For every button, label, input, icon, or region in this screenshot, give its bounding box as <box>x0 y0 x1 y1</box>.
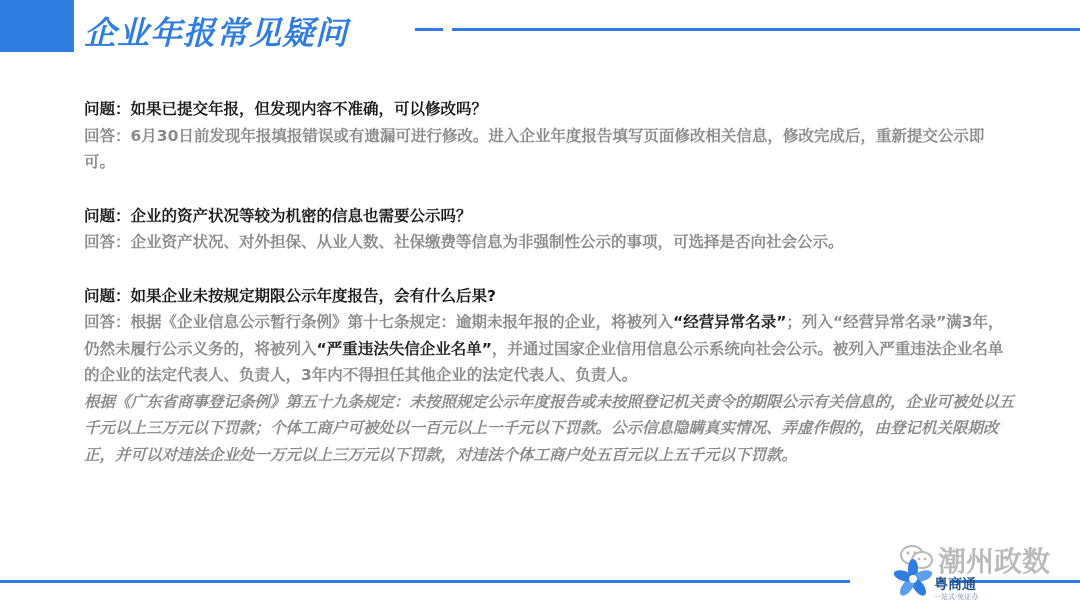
watermark <box>900 540 1080 602</box>
faq-item <box>84 283 1014 469</box>
faq-answer: 回答：6月30日前发现年报填报错误或有遗漏可进行修改。进入企业年度报告填写页面修改相关信息，修改完成后，重新提交公示即可。 <box>84 126 985 171</box>
faq-answer-text: ；列入“经营异常名录”满3年，仍然未履行公示义务的，将被列入 <box>84 313 1004 358</box>
logo-tagline: 一站式·免证办 <box>934 593 979 601</box>
title-accent-bar <box>0 0 74 52</box>
bottom-divider <box>0 580 850 583</box>
watermark-text: 潮州政数 <box>938 545 1051 578</box>
faq-answer-extra: 根据《广东省商事登记条例》第五十九条规定：未按照规定公示年度报告或未按照登记机关责令的期限公示有关信息的，企业可被处以五千元以上三万元以下罚款；个体工商户可被处以一百元以上一千元以下罚款。公示信息隐瞒真实情况、弄虚作假的，由登记机关限期改正，并可以对违法企业处一万元以上三万元以下罚款，对违法个体工商户处五百元以上五千元以下罚款。 <box>84 392 1015 464</box>
faq-answer: 回答：企业资产状况、对外担保、从业人数、社保缴费等信息为非强制性公示的事项，可选择是否向社会公示。 <box>84 233 844 251</box>
faq-answer-text: 回答：根据《企业信息公示暂行条例》第十七条规定：逾期未报年报的企业，将被列入 <box>84 313 674 331</box>
flower-logo-icon <box>892 558 934 600</box>
page-title: 企业年报常见疑问 <box>84 14 349 52</box>
faq-question: 问题：如果企业未按规定期限公示年度报告，会有什么后果? <box>84 286 496 305</box>
logo-name: 粤商通 <box>934 577 976 593</box>
faq-item <box>84 96 1014 176</box>
faq-answer-text: ，并通过国家企业信用信息公示系统向社会公示。被列入严重违法企业名单的企业的法定代表人、负责人，3年内不得担任其他企业的法定代表人、负责人。 <box>84 339 1004 384</box>
faq-answer-emphasis: “严重违法失信企业名单” <box>316 339 492 358</box>
top-divider-short <box>415 28 443 31</box>
faq-list <box>84 96 1014 495</box>
faq-item <box>84 203 1014 256</box>
faq-question: 问题：企业的资产状况等较为机密的信息也需要公示吗？ <box>84 206 472 225</box>
faq-answer <box>84 309 1014 389</box>
faq-answer-emphasis: “经营异常名录” <box>673 313 787 331</box>
top-divider <box>452 28 1080 31</box>
faq-question: 问题：如果已提交年报，但发现内容不准确，可以修改吗？ <box>84 100 488 118</box>
